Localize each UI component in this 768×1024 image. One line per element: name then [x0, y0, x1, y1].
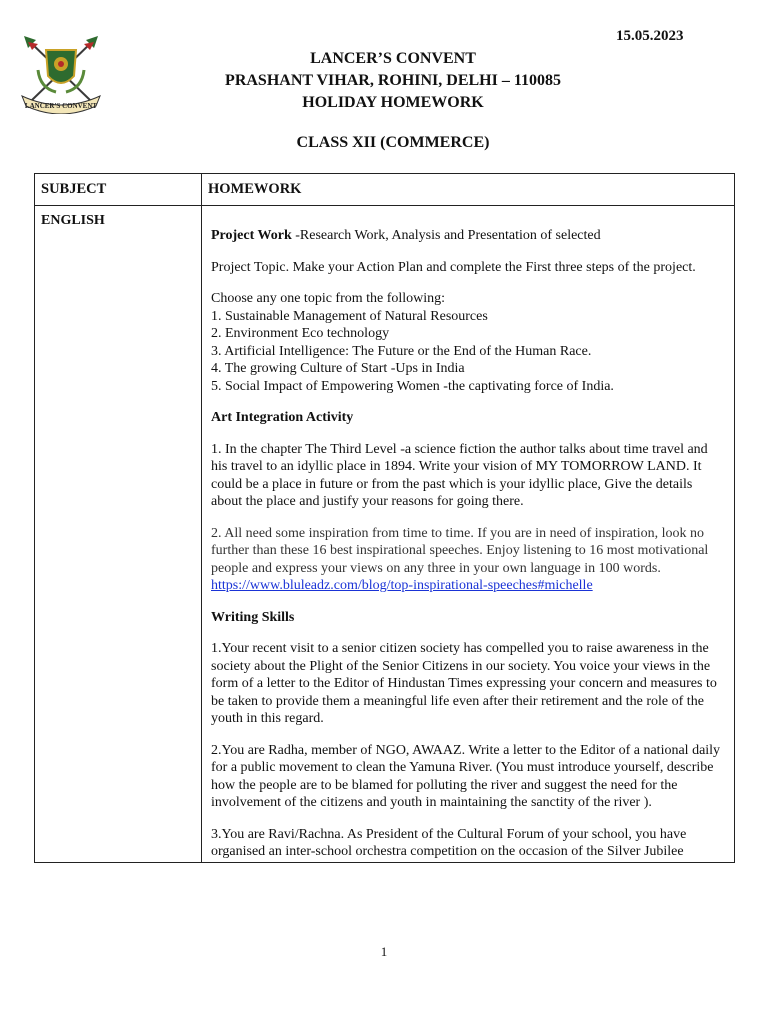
list-item: 4. The growing Culture of Start -Ups in India: [211, 361, 465, 376]
document-header: [0, 48, 768, 114]
subject-column-header: SUBJECT: [35, 174, 202, 206]
writing-item-1: 1.Your recent visit to a senior citizen society has compelled you to raise awareness in the society about the Plight of the Senior Citizens in our society. You voice your views in the form of a letter to the Editor of Hindustan Times expressing your concern and measures to be taken to provide them a meaningful life even after their retirement and the role of the youth in this regard.: [211, 641, 717, 726]
inspirational-speeches-link[interactable]: https://www.bluleadz.com/blog/top-inspirational-speeches#michelle: [211, 578, 593, 593]
school-name: LANCER’S CONVENT: [310, 50, 476, 67]
homework-column-header: HOMEWORK: [202, 174, 735, 206]
list-item: 2. Environment Eco technology: [211, 326, 390, 341]
art-item-2-text: 2. All need some inspiration from time to time. If you are in need of inspiration, look no further than these 16 best inspirational speeches. Enjoy listening to 16 most motivational people and express your views on any three in your own language in 100 words.: [211, 525, 709, 576]
list-item: 1. Sustainable Management of Natural Resources: [211, 308, 488, 324]
subject-cell: ENGLISH: [35, 206, 202, 863]
writing-item-3: 3.You are Ravi/Rachna. As President of the Cultural Forum of your school, you have organised an inter-school orchestra competition on the occasion of the Silver Jubilee: [211, 826, 687, 859]
list-item: 5. Social Impact of Empowering Women -the captivating force of India.: [211, 378, 614, 394]
art-integration-heading: Art Integration Activity: [211, 410, 354, 425]
art-item-2: [211, 525, 725, 595]
page-number: 1: [380, 944, 388, 959]
choose-instruction: Choose any one topic from the following:: [211, 291, 446, 306]
project-work-intro: -Research Work, Analysis and Presentation of selected: [291, 228, 601, 243]
project-topic-line: Project Topic. Make your Action Plan and complete the First three steps of the project.: [211, 259, 696, 275]
project-work-paragraph: [211, 227, 725, 245]
svg-text:LANCER'S CONVENT: LANCER'S CONVENT: [24, 102, 98, 110]
writing-skills-heading: Writing Skills: [211, 609, 295, 625]
writing-item-2: 2.You are Radha, member of NGO, AWAAZ. Write a letter to the Editor of a national daily for a public movement to clean the Yamuna River. (You must introduce yourself, describe how the people are to be blamed for polluting the river and suggest the need for the involvement of the citizens and youth in maintaining the sanctity of the river ).: [211, 742, 721, 810]
homework-table: [34, 173, 735, 863]
document-date: 15.05.2023: [616, 28, 684, 44]
table-header-row: [35, 174, 735, 206]
homework-cell: [202, 206, 735, 863]
art-item-1: 1. In the chapter The Third Level -a science fiction the author talks about time travel and his travel to an idyllic place in 1894. Write your vision of MY TOMORROW LAND. It could be a place in future or from the past which is your idyllic place, Give the details about the place and justify your reasons for going there.: [211, 441, 708, 509]
topic-list: [211, 290, 725, 395]
class-title: CLASS XII (COMMERCE): [296, 134, 490, 151]
table-row: [35, 206, 735, 863]
school-address: PRASHANT VIHAR, ROHINI, DELHI – 110085: [225, 72, 561, 89]
document-title: HOLIDAY HOMEWORK: [302, 94, 484, 111]
project-work-heading: Project Work: [211, 228, 292, 243]
list-item: 3. Artificial Intelligence: The Future or the End of the Human Race.: [211, 343, 592, 359]
